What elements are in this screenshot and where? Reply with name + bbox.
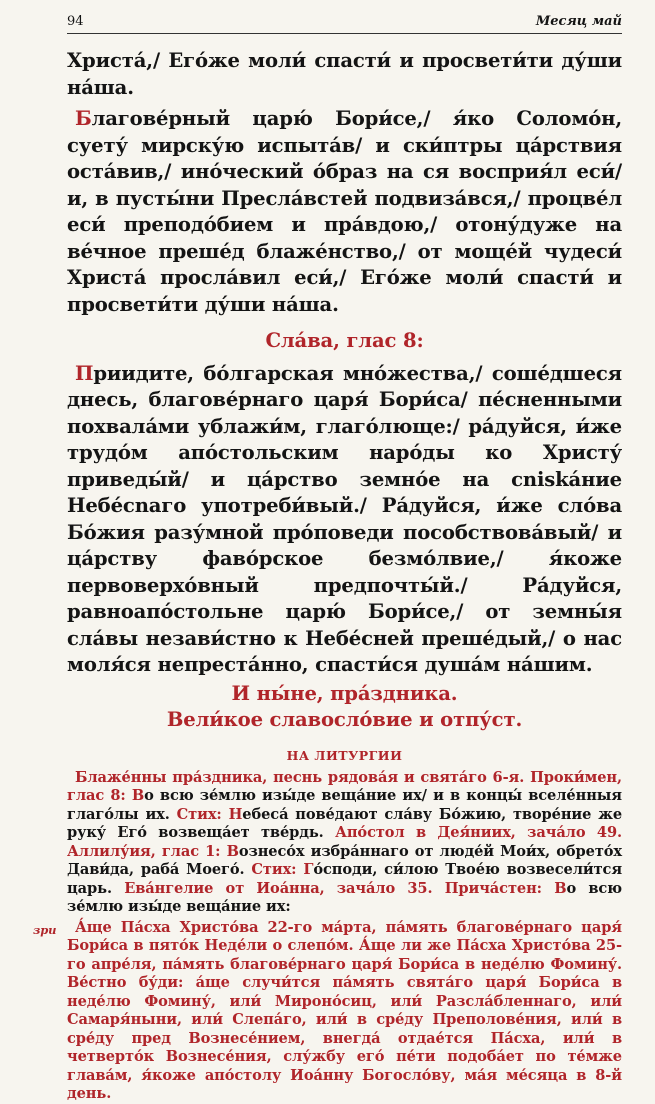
drop-initial: П [75,361,94,385]
section-heading-slava: Сла́ва, глас 8: [265,329,424,352]
paragraph-text: лагове́рный царю́ Бори́се,/ я́ко Соломо́н, суету́ мирску́ю испыта́в/ и ски́птры ца́рствия оста́вив,/ ино́ческий о́браз на ся восприя́л еси́/ и, в пусты́ни Пресла́встей подвиза́вся,/ процве́л еси́ преподо́бием и пра́вдою,/ отону́дуже на ве́чное преше́д блаже́нство,/ от моще́й чудеси́ Христа́ просла́вил еси́,/ Его́же моли́ спасти́ и просвети́ти ду́ши на́ша. [67,107,622,316]
main-text [67,48,622,734]
section-heading-liturgy: НА ЛИТУРГИИ [286,747,403,763]
drop-initial: Б [75,107,92,130]
rubric-note-text: А́ще Па́сха Христо́ва 22-го ма́рта, па́мять благове́рнаго царя́ Бори́са в пято́к Неде́ли о слепо́м. А́ще ли же Па́сха Христо́ва 25-го апре́ля, па́мять благове́рнаго царя́ Бори́са в неде́лю Фомину́. Ве́стно бу́ди: а́ще случи́тся па́мять свята́го царя́ Бори́са в неде́лю Фомину́, или́ Мироно́сиц, или́ Разсла́бленнаго, или́ Самаря́ныни, или́ Слепа́го, или́ в сре́ду Преполове́ния, или́ в сре́ду пред Вознесе́нием, внегда́ отдае́тся Па́сха, или́ в четверто́к Вознесе́ния, слу́жбу его́ пе́ти подоба́ет по те́мже глава́м, я́коже апо́столу Иоа́нну Богосло́ву, ма́я ме́сяца в 8-й день. [67,918,622,1102]
running-title: Месяц май [535,14,622,29]
liturgy-paragraph: Блаже́нны пра́здника, песнь рядова́я и свята́го 6-я. Проки́мен, глас 8: Во всю зе́млю изы́де веща́ние их/ и в концы́ вселе́нныя глаго́лы их. Стих: Небеса́ пове́дают сла́ву Бо́жию, творе́ние же руку́ Его́ возвеща́ет тве́рдь. Апо́стол в Дея́ниих, зача́ло 49. Аллилу́ия, глас 1: Вознесо́х избра́ннаго от люде́й Мои́х, обрето́х Дави́да, раба́ Моего́. Стих: Го́споди, си́лою Твое́ю возвесели́тся царь. Ева́нгелие от Иоа́нна, зача́ло 35. Прича́стен: Во всю зе́млю изы́де веща́ние их: [67,768,623,915]
margin-mark: зри [33,922,57,937]
rubric-note [33,918,622,1104]
closing-rubric [67,681,622,734]
closing-line-1: И ны́не, пра́здника. [231,681,458,705]
page-header [67,14,622,34]
page [33,14,623,1104]
closing-line-2: Вели́кое славосло́вие и отпу́ст. [166,708,523,731]
liturgy-text [33,768,623,1104]
page-number: 94 [67,14,84,29]
paragraph-continuation: Христа́,/ Его́же моли́ спасти́ и просвети́ти ду́ши на́ша. [67,49,622,99]
paragraph-stichera [67,361,622,679]
paragraph-troparion [67,106,622,318]
paragraph-text: риидите, бо́лгарская мно́жества,/ соше́дшеся днесь, благове́рнаго царя́ Бори́са/ пе́сненными похвала́ми ублажи́м, глаго́люще:/ ра́дуйся, и́же трудо́м апо́стольским наро́ды ко Христу́ приведы́й/ и ца́рство земно́е на сniskáние Небе́сnаго употреби́вый./ Ра́дуйся, и́же сло́ва Бо́жия разу́мной про́поведи пособствова́вый/ и ца́рству фаво́рское безмо́лвие,/ я́коже первоверхо́вный предпочты́й./ Ра́дуйся, равноапо́стольне царю́ Бори́се,/ от земны́я сла́вы незави́стно к Небе́сней преше́дый,/ о нас моля́ся непреста́нно, спасти́ся душа́м на́шим. [67,361,622,676]
